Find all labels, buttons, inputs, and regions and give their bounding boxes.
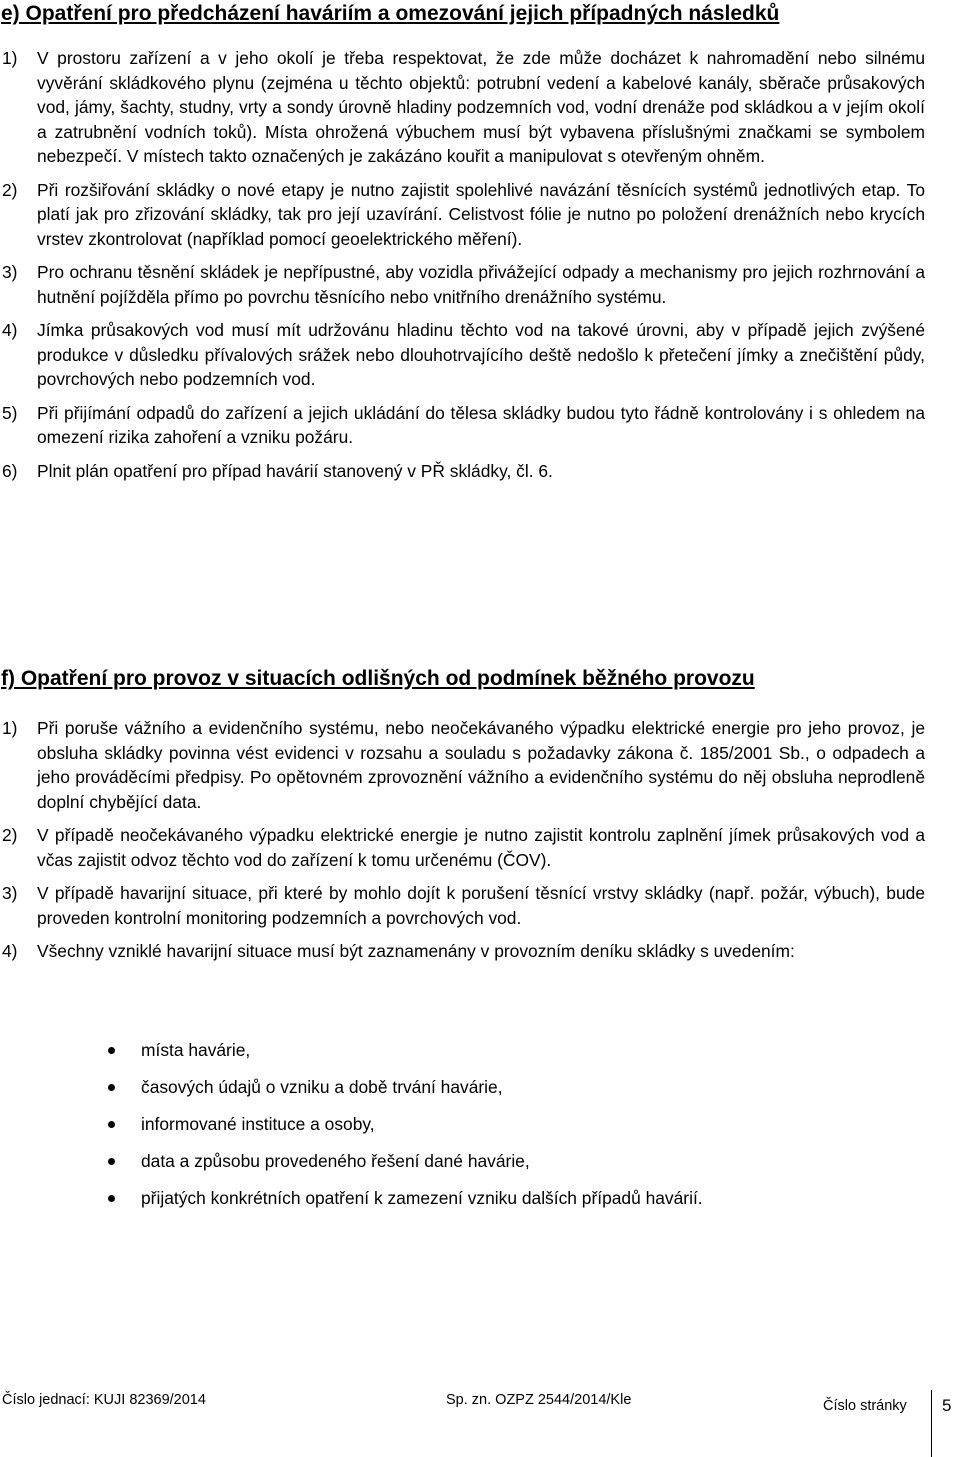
list-item [2, 178, 925, 252]
bullet-text: informované instituce a osoby, [141, 1114, 375, 1134]
list-item [2, 716, 925, 814]
bullet-text: přijatých konkrétních opatření k zamezení vzniku dalších případů havárií. [141, 1188, 703, 1208]
bullet-text: časových údajů o vzniku a době trvání havárie, [141, 1077, 503, 1097]
item-text: Při přijímání odpadů do zařízení a jejich ukládání do tělesa skládky budou tyto řádně kontrolovány i s ohledem na omezení rizika zahoření a vzniku požáru. [37, 402, 925, 447]
item-text: Jímka průsakových vod musí mít udržovánu hladinu těchto vod na takové úrovni, aby v případě jejich zvýšené produkce v důsledku přívalových srážek nebo dlouhotrvajícího deště nedošlo k přetečení jímky a znečištění půdy, povrchových nebo podzemních vod. [37, 320, 925, 389]
item-number: 2) [2, 825, 18, 845]
page-number: 5 [942, 1396, 952, 1415]
bullet-item [108, 1186, 703, 1210]
list-item [2, 318, 925, 392]
item-number: 6) [2, 460, 18, 481]
item-number: 5) [2, 402, 18, 423]
item-text: Při rozšiřování skládky o nové etapy je nutno zajistit spolehlivé navázání těsnících systémů jednotlivých etap. To platí jak pro zřizování skládky, tak pro její uzavírání. Celistvost fólie je nutno po položení drenážních nebo krycích vrstev zkontrolovat (například pomocí geoelektrického měření). [37, 179, 925, 249]
bullet-text: data a způsobu provedeného řešení dané havárie, [141, 1151, 530, 1171]
item-text: Plnit plán opatření pro případ havárií stanovený v PŘ skládky, čl. 6. [37, 460, 553, 481]
list-item [2, 46, 925, 169]
item-text: Všechny vzniklé havarijní situace musí být zaznamenány v provozním deníku skládky s uvedením: [37, 941, 795, 961]
bullet-item [108, 1038, 703, 1062]
item-number: 3) [2, 262, 18, 282]
section-f-heading: f) Opatření pro provoz v situacích odlišných od podmínek běžného provozu [1, 667, 755, 690]
list-item [2, 459, 925, 484]
bullet-text: místa havárie, [141, 1040, 251, 1060]
bullet-icon [108, 1084, 115, 1091]
list-item [2, 260, 925, 309]
item-number: 2) [2, 179, 18, 200]
bullet-icon [108, 1158, 115, 1165]
list-item [2, 401, 925, 450]
section-f-list [2, 716, 925, 973]
list-item [2, 823, 925, 872]
bullet-icon [108, 1195, 115, 1202]
bullet-icon [108, 1047, 115, 1054]
item-text: Při poruše vážního a evidenčního systému, nebo neočekávaného výpadku elektrické energie pro jeho provoz, je obsluha skládky povinna vést evidenci v rozsahu a souladu s požadavky zákona č. 185/2001 Sb., o odpadech a jeho prováděcími předpisy. Po opětovném zprovoznění vážního a evidenčního systému do něj obsluha neprodleně doplní chybějící data. [37, 718, 925, 812]
item-text: V případě neočekávaného výpadku elektrické energie je nutno zajistit kontrolu zaplnění jímek průsakových vod a včas zajistit odvoz těchto vod do zařízení k tomu určenému (ČOV). [37, 825, 925, 870]
item-text: Pro ochranu těsnění skládek je nepřípustné, aby vozidla přivážející odpady a mechanismy pro jejich rozhrnování a hutnění pojížděla přímo po povrchu těsnícího nebo vnitřního drenážního systému. [37, 262, 925, 307]
item-number: 1) [2, 718, 18, 738]
bullet-item [108, 1075, 703, 1099]
footer-page-label: Číslo stránky [823, 1398, 907, 1414]
section-e-list [2, 46, 925, 492]
footer-divider [931, 1390, 932, 1457]
bullet-item [108, 1112, 703, 1136]
item-text: V případě havarijní situace, při které by mohlo dojít k porušení těsnící vrstvy skládky (např. požár, výbuch), bude proveden kontrolní monitoring podzemních a povrchových vod. [37, 883, 925, 928]
bullet-icon [108, 1121, 115, 1128]
footer-reference: Číslo jednací: KUJI 82369/2014 [2, 1392, 206, 1408]
item-number: 1) [2, 48, 18, 68]
list-item [2, 881, 925, 930]
item-number: 4) [2, 941, 18, 961]
section-e-heading: e) Opatření pro předcházení haváriím a omezování jejich případných následků [1, 2, 780, 25]
footer-file-mark: Sp. zn. OZPZ 2544/2014/Kle [446, 1392, 632, 1408]
item-number: 4) [2, 320, 18, 340]
list-item [2, 939, 925, 964]
bullet-item [108, 1149, 703, 1173]
item-text: V prostoru zařízení a v jeho okolí je třeba respektovat, že zde může docházet k nahromadění nebo silnému vyvěrání skládkového plynu (zejména u těchto objektů: potrubní vedení a kabelové kanály, sběrače průsakových vod, jámy, šachty, studny, vrty a sondy úrovně hladiny podzemních vod, vodní drenáže pod skládkou a v jejím okolí a zatrubnění vodních toků). Místa ohrožená výbuchem musí být vybavena příslušnými značkami se symbolem nebezpečí. V místech takto označených je zakázáno kouřit a manipulovat s otevřeným ohněm. [37, 48, 925, 166]
item-number: 3) [2, 883, 18, 903]
incident-record-bullets [108, 1038, 703, 1223]
